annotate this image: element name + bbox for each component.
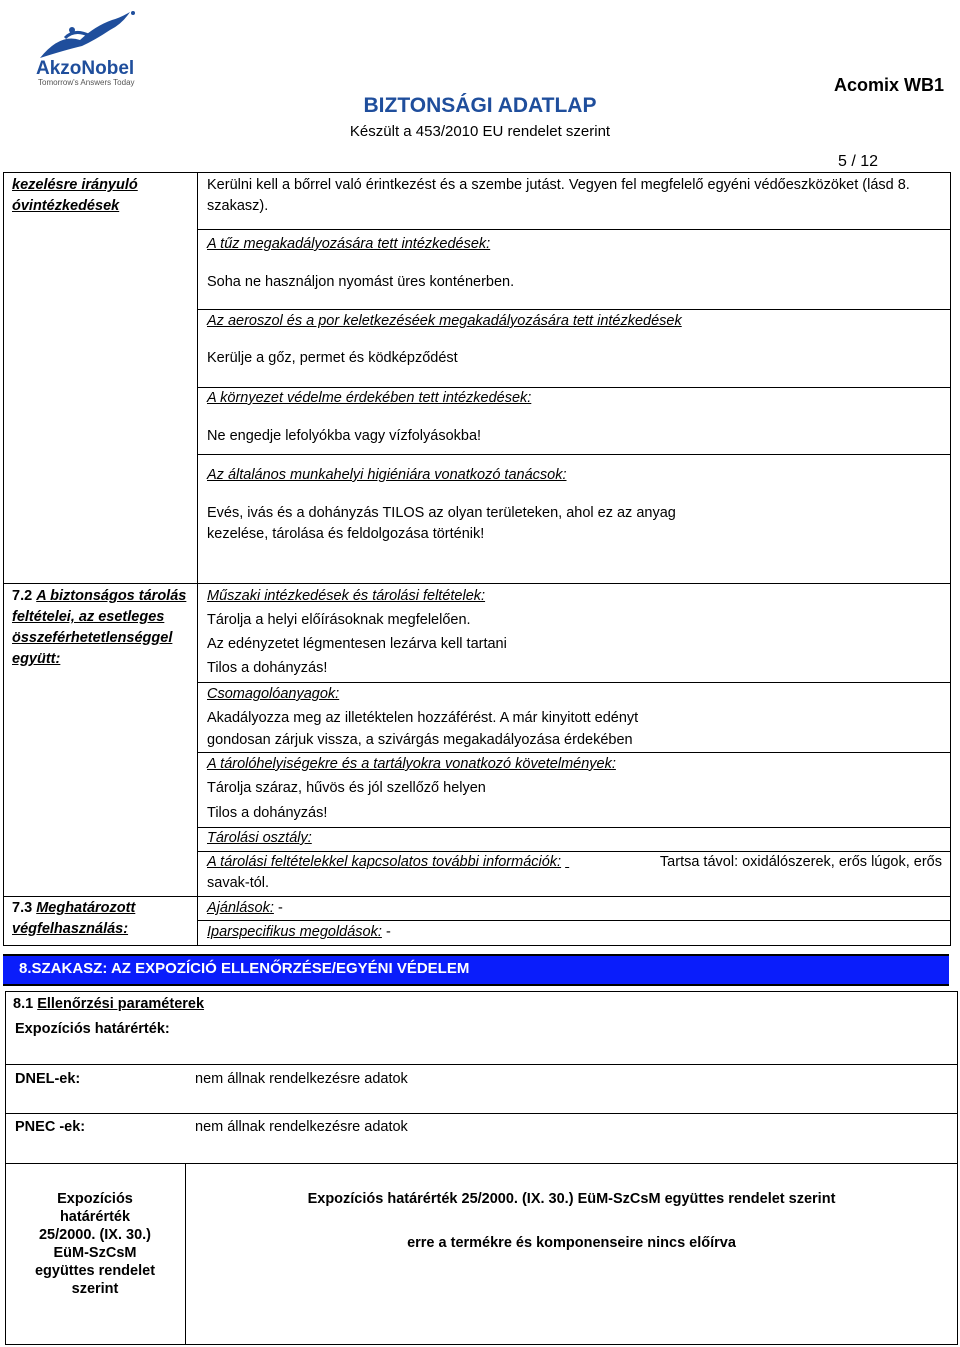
company-tagline: Tomorrow's Answers Today	[38, 78, 135, 87]
section-divider	[3, 583, 951, 584]
section-7-1-label: kezelésre irányuló óvintézkedések	[12, 177, 138, 214]
section-8-1-title: Ellenőrzési paraméterek	[37, 996, 205, 1012]
packaging-heading: Csomagolóanyagok:	[207, 686, 340, 702]
storage-class-heading: Tárolási osztály:	[207, 830, 312, 846]
industry-solutions-heading: Iparspecifikus megoldások:	[207, 924, 382, 940]
further-info-heading: A tárolási feltételekkel kapcsolatos további információk:	[207, 854, 562, 870]
regulation-left-line: EüM-SzCsM	[53, 1245, 137, 1261]
row-divider	[197, 229, 951, 230]
storage-requirements-heading: A tárolóhelyiségekre és a tartályokra vonatkozó követelmények:	[207, 756, 616, 772]
regulation-value: erre a termékre és komponenseire nincs előírva	[407, 1235, 736, 1251]
section-7-2-label: A biztonságos tárolás feltételei, az esetleges összeférhetetlenséggel együtt:	[12, 588, 187, 667]
row-divider	[197, 752, 951, 753]
fire-prevention-text: Soha ne használjon nyomást üres konténerben.	[207, 274, 515, 290]
row-divider	[197, 920, 951, 921]
section-8-1-number: 8.1	[13, 996, 34, 1012]
aerosol-text: Kerülje a gőz, permet és ködképződést	[207, 350, 458, 366]
section-7-3-label-block	[12, 898, 192, 940]
row-divider	[197, 454, 951, 455]
technical-measures-line-2: Az edényzetet légmentesen lezárva kell tartani	[207, 636, 507, 652]
storage-requirements-line-1: Tárolja száraz, hűvös és jól szellőző helyen	[207, 780, 486, 796]
further-info-block	[207, 852, 942, 873]
page-number: 5 / 12	[838, 153, 879, 170]
section-7-3-number: 7.3	[12, 900, 33, 916]
row-divider	[197, 682, 951, 683]
section-7-2-number: 7.2	[12, 588, 33, 604]
row-divider	[5, 1113, 958, 1114]
hygiene-text-line-2: kezelése, tárolása és feldolgozása történik!	[207, 526, 485, 542]
row-divider	[197, 309, 951, 310]
packaging-line-1: Akadályozza meg az illetéktelen hozzáférést. A már kinyitott edényt	[207, 710, 639, 726]
technical-measures-line-3: Tilos a dohányzás!	[207, 660, 328, 676]
pnec-label: PNEC -ek:	[15, 1119, 86, 1135]
regulation-heading: Expozíciós határérték 25/2000. (IX. 30.) EüM-SzCsM együttes rendelet szerint	[307, 1191, 836, 1207]
product-name: Acomix WB1	[833, 75, 944, 95]
section-7-2-label-block	[12, 586, 192, 670]
industry-solutions-row	[207, 922, 391, 943]
company-name: AkzoNobel	[36, 58, 135, 79]
recommendations-value: -	[277, 900, 283, 916]
exposure-limits-label: Expozíciós határérték:	[15, 1021, 170, 1037]
regulation-left-line: szerint	[71, 1281, 119, 1297]
aerosol-heading: Az aeroszol és a por keletkezéséek megakadályozására tett intézkedések	[207, 313, 682, 329]
regulation-left-label	[5, 1190, 185, 1298]
section-8-1-heading	[13, 994, 204, 1015]
document-title: BIZTONSÁGI ADATLAP	[363, 94, 597, 117]
handling-precautions-text: Kerülni kell a bőrrel való érintkezést és a szembe jutást. Vegyen fel megfelelő egyéni védőeszközöket (lásd 8. szakasz).	[207, 177, 910, 214]
regulation-left-line: határérték	[59, 1209, 131, 1225]
packaging-line-2: gondosan zárjuk vissza, a szivárgás megakadályozása érdekében	[207, 732, 633, 748]
hygiene-heading: Az általános munkahelyi higiéniára vonatkozó tanácsok:	[207, 467, 567, 483]
fire-prevention-heading: A tűz megakadályozására tett intézkedések:	[207, 236, 491, 252]
table-bottom-border	[5, 1344, 958, 1345]
further-info-text-line-1: Tartsa távol: oxidálószerek, erős lúgok, erős	[659, 854, 942, 870]
regulation-left-line: 25/2000. (IX. 30.)	[38, 1227, 152, 1243]
regulation-left-line: Expozíciós	[57, 1191, 133, 1207]
row-divider	[3, 896, 197, 897]
environment-text: Ne engedje lefolyókba vagy vízfolyásokba!	[207, 428, 482, 444]
section-7-3-label: Meghatározott végfelhasználás:	[12, 900, 136, 937]
technical-measures-heading: Műszaki intézkedések és tárolási feltételek:	[207, 588, 486, 604]
regulation-left-line: együttes rendelet	[34, 1263, 156, 1279]
row-divider	[5, 1064, 958, 1065]
storage-requirements-line-2: Tilos a dohányzás!	[207, 805, 328, 821]
dnel-value: nem állnak rendelkezésre adatok	[195, 1071, 408, 1087]
environment-heading: A környezet védelme érdekében tett intézkedések:	[207, 390, 532, 406]
technical-measures-line-1: Tárolja a helyi előírásoknak megfelelően.	[207, 612, 471, 628]
table-top-border	[5, 991, 958, 992]
industry-solutions-value: -	[385, 924, 391, 940]
table-left-border	[3, 172, 4, 946]
table-bottom-border	[3, 945, 951, 946]
table-top-border	[3, 172, 951, 173]
pnec-value: nem állnak rendelkezésre adatok	[195, 1119, 408, 1135]
recommendations-row	[207, 898, 283, 919]
dnel-label: DNEL-ek:	[15, 1071, 81, 1087]
document-subtitle: Készült a 453/2010 EU rendelet szerint	[349, 123, 611, 140]
recommendations-heading: Ajánlások:	[207, 900, 274, 916]
hygiene-text-line-1: Evés, ivás és a dohányzás TILOS az olyan területeken, ahol ez az anyag	[207, 505, 676, 521]
further-info-text-line-2: savak-tól.	[207, 875, 270, 891]
section-8-title: 8.SZAKASZ: AZ EXPOZÍCIÓ ELLENŐRZÉSE/EGYÉNI VÉDELEM	[19, 960, 470, 977]
row-divider	[197, 896, 951, 897]
row-divider	[5, 1163, 958, 1164]
table-column-divider	[197, 172, 198, 946]
table-right-border	[950, 172, 951, 946]
table-right-border	[957, 991, 958, 1345]
